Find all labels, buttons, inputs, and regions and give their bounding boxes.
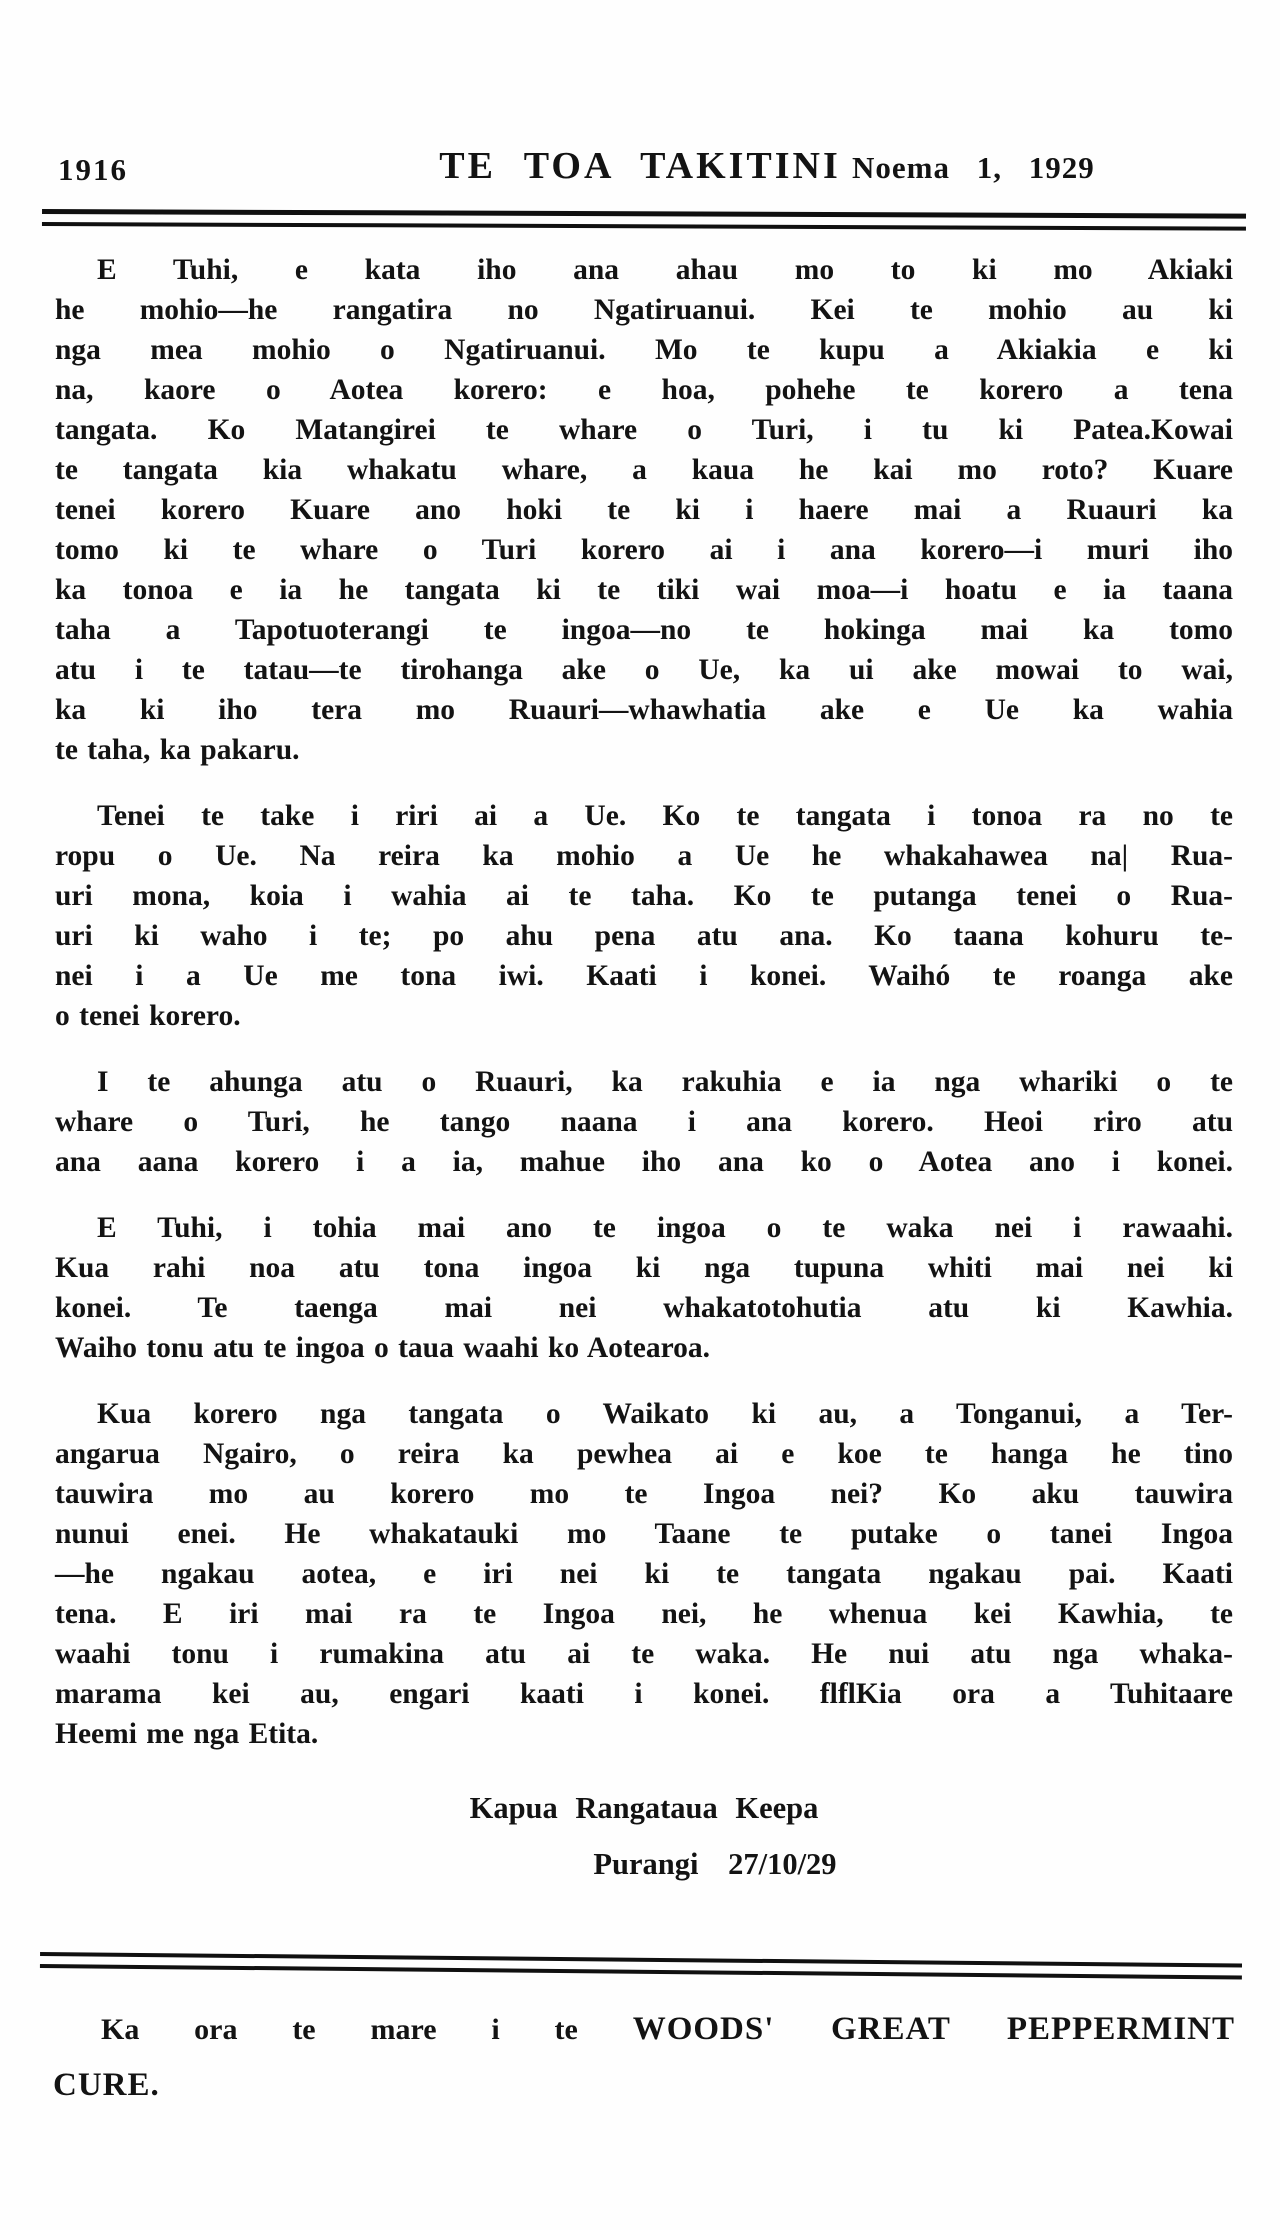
- text-line: he mohio—he rangatira no Ngatiruanui. Kei te mohio au ki: [55, 294, 1233, 326]
- text-line: tena. E iri mai ra te Ingoa nei, he whenua kei Kawhia, te: [55, 1598, 1233, 1630]
- text-line: uri ki waho i te; po ahu pena atu ana. Ko taana kohuru te-: [55, 920, 1233, 952]
- text-line: Kua korero nga tangata o Waikato ki au, a Tonganui, a Ter-: [97, 1398, 1233, 1430]
- text-line: nga mea mohio o Ngatiruanui. Mo te kupu a Akiakia e ki: [55, 334, 1233, 366]
- text-line: tauwira mo au korero mo te Ingoa nei? Ko aku tauwira: [55, 1478, 1233, 1510]
- text-line: —he ngakau aotea, e iri nei ki te tangata ngakau pai. Kaati: [55, 1558, 1233, 1590]
- footer-double-rule: [40, 1952, 1242, 1980]
- masthead-title: TE TOA TAKITINI: [439, 145, 841, 187]
- advert-line: [53, 2002, 1235, 2057]
- text-line: te taha, ka pakaru.: [55, 734, 300, 766]
- text-line: Kua rahi noa atu tona ingoa ki nga tupuna whiti mai nei ki: [55, 1252, 1233, 1284]
- advert-brand-name: WOODS' GREAT PEPPERMINT: [632, 2011, 1236, 2047]
- paragraph: [55, 250, 1233, 770]
- text-line: ropu o Ue. Na reira ka mohio a Ue he whakahawea na| Rua-: [55, 840, 1233, 872]
- text-line: waahi tonu i rumakina atu ai te waka. He nui atu nga whaka-: [55, 1638, 1233, 1670]
- text-line: te tangata kia whakatu whare, a kaua he kai mo roto? Kuare: [55, 454, 1233, 486]
- text-line: tangata. Ko Matangirei te whare o Turi, i tu ki Patea.Kowai: [55, 414, 1233, 446]
- paragraph: [55, 1394, 1233, 1754]
- issue-date: Noema 1, 1929: [852, 150, 1095, 185]
- advert-lead-text: Ka ora te mare i te: [101, 2013, 578, 2046]
- text-line: uri mona, koia i wahia ai te taha. Ko te putanga tenei o Rua-: [55, 880, 1233, 912]
- text-line: ana aana korero i a ia, mahue iho ana ko o Aotea ano i konei.: [55, 1146, 1233, 1178]
- text-line: na, kaore o Aotea korero: e hoa, pohehe te korero a tena: [55, 374, 1233, 406]
- text-line: I te ahunga atu o Ruauri, ka rakuhia e ia nga whariki o te: [97, 1066, 1233, 1098]
- text-line: E Tuhi, e kata iho ana ahau mo to ki mo Akiaki: [97, 254, 1233, 286]
- text-line: marama kei au, engari kaati i konei. flflKia ora a Tuhitaare: [55, 1678, 1233, 1710]
- text-line: konei. Te taenga mai nei whakatotohutia atu ki Kawhia.: [55, 1292, 1233, 1324]
- text-line: taha a Tapotuoterangi te ingoa—no te hokinga mai ka tomo: [55, 614, 1233, 646]
- text-line: o tenei korero.: [55, 1000, 241, 1032]
- header-double-rule: [42, 209, 1246, 231]
- text-line: ka ki iho tera mo Ruauri—whawhatia ake e Ue ka wahia: [55, 694, 1233, 726]
- footer-advertisement: [53, 2002, 1235, 2107]
- signature-block: [55, 1780, 1233, 1892]
- text-line: E Tuhi, i tohia mai ano te ingoa o te waka nei i rawaahi.: [97, 1212, 1233, 1244]
- text-line: nunui enei. He whakatauki mo Taane te putake o tanei Ingoa: [55, 1518, 1233, 1550]
- page-number: 1916: [58, 152, 128, 187]
- text-line: Waiho tonu atu te ingoa o taua waahi ko Aotearoa.: [55, 1332, 711, 1364]
- text-line: Heemi me nga Etita.: [55, 1718, 319, 1750]
- text-line: ka tonoa e ia he tangata ki te tiki wai moa—i hoatu e ia taana: [55, 574, 1233, 606]
- text-line: tenei korero Kuare ano hoki te ki i haere mai a Ruauri ka: [55, 494, 1233, 526]
- article-body: [55, 250, 1233, 1892]
- text-line: Tenei te take i riri ai a Ue. Ko te tangata i tonoa ra no te: [97, 800, 1233, 832]
- text-line: atu i te tatau—te tirohanga ake o Ue, ka ui ake mowai to wai,: [55, 654, 1233, 686]
- text-line: angarua Ngairo, o reira ka pewhea ai e koe te hanga he tino: [55, 1438, 1233, 1470]
- advert-brand-name-continued: CURE.: [53, 2067, 160, 2103]
- paragraph: [55, 796, 1233, 1036]
- text-line: tomo ki te whare o Turi korero ai i ana korero—i muri iho: [55, 534, 1233, 566]
- text-line: whare o Turi, he tango naana i ana korero. Heoi riro atu: [55, 1106, 1233, 1138]
- signature-name: Kapua Rangataua Keepa: [469, 1791, 819, 1825]
- paragraph: [55, 1208, 1233, 1368]
- text-line: nei i a Ue me tona iwi. Kaati i konei. Waihó te roanga ake: [55, 960, 1233, 992]
- paragraph: [55, 1062, 1233, 1182]
- signature-place-date: Purangi 27/10/29: [593, 1847, 837, 1881]
